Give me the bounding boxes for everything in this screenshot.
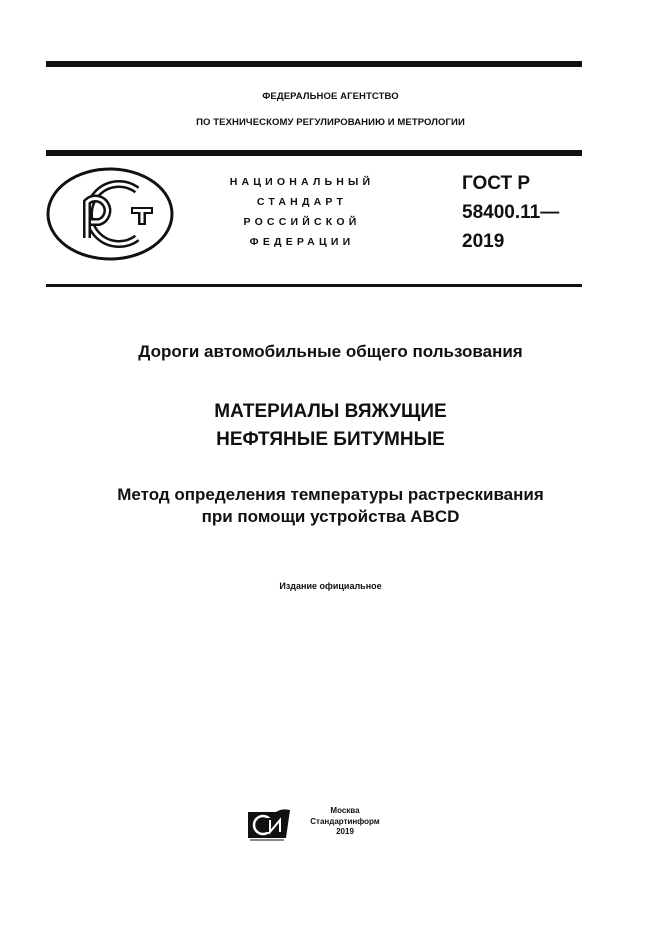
bottom-rule xyxy=(46,284,582,287)
middle-rule xyxy=(46,150,582,156)
document-title xyxy=(0,398,661,454)
method-line: при помощи устройства ABCD xyxy=(201,507,460,526)
title-line: НЕФТЯНЫЕ БИТУМНЫЕ xyxy=(216,429,445,450)
national-line: РОССИЙСКОЙ xyxy=(243,216,361,228)
publisher-info xyxy=(300,806,390,838)
national-standard-label xyxy=(212,172,392,252)
agency-line-2: ПО ТЕХНИЧЕСКОМУ РЕГУЛИРОВАНИЮ И МЕТРОЛОГИИ xyxy=(196,117,465,128)
title-line: МАТЕРИАЛЫ ВЯЖУЩИЕ xyxy=(214,401,447,422)
standard-designation xyxy=(462,169,559,256)
method-line: Метод определения температуры растрескивания xyxy=(117,485,544,504)
national-line: ФЕДЕРАЦИИ xyxy=(249,236,355,248)
standartinform-logo-icon xyxy=(246,806,292,842)
publisher-name: Стандартинформ xyxy=(310,816,380,826)
designation-line: ГОСТ Р xyxy=(462,173,531,194)
national-line: СТАНДАРТ xyxy=(256,196,348,208)
national-line: НАЦИОНАЛЬНЫЙ xyxy=(229,176,375,188)
publisher-year: 2019 xyxy=(336,827,354,836)
document-subject: Дороги автомобильные общего пользования xyxy=(138,342,523,361)
edition-label: Издание официальное xyxy=(279,581,382,591)
designation-line: 2019 xyxy=(462,231,505,252)
designation-line: 58400.11— xyxy=(462,202,560,223)
agency-line-1: ФЕДЕРАЛЬНОЕ АГЕНТСТВО xyxy=(262,91,399,102)
document-method xyxy=(0,484,661,528)
top-rule xyxy=(46,61,582,67)
gost-r-emblem-icon xyxy=(45,166,175,262)
publisher-city: Москва xyxy=(330,806,360,815)
